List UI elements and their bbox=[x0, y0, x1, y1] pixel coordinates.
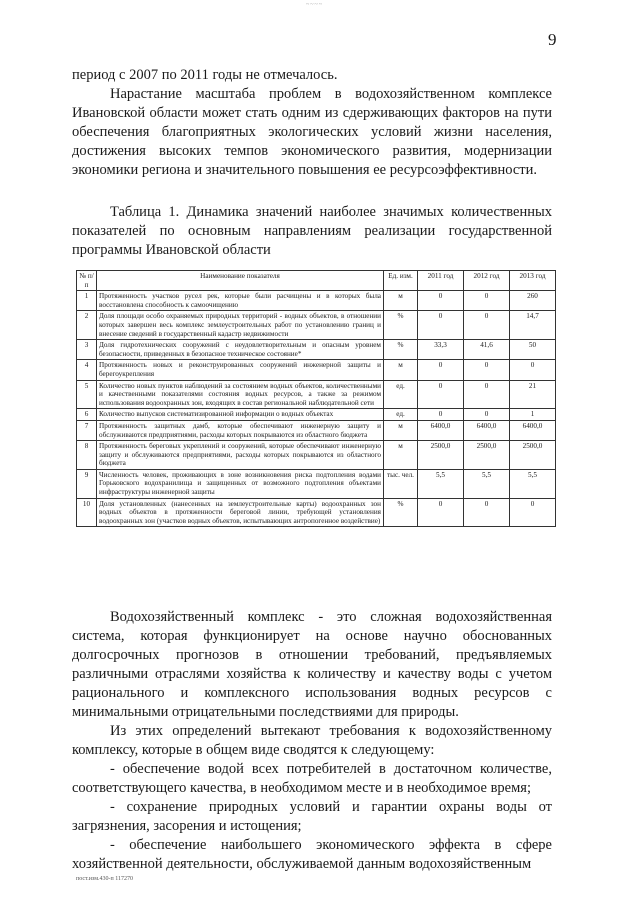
page-number: 9 bbox=[548, 30, 557, 49]
row-2011: 0 bbox=[418, 291, 464, 311]
row-2011: 2500,0 bbox=[418, 441, 464, 470]
row-2011: 0 bbox=[418, 360, 464, 380]
row-num: 2 bbox=[77, 311, 97, 340]
row-num: 1 bbox=[77, 291, 97, 311]
row-unit: ед. bbox=[384, 409, 418, 421]
row-2012: 0 bbox=[464, 380, 510, 409]
footer-note: пост.изм.430-п 117270 bbox=[76, 876, 133, 882]
requirements-intro: Из этих определений вытекают требования к водохозяйственному комплексу, которые в общем виде сводятся к следующему: bbox=[72, 723, 552, 758]
row-num: 4 bbox=[77, 360, 97, 380]
row-name: Протяженность новых и реконструированных сооружений инженерной защиты и берегоукрепления bbox=[97, 360, 384, 380]
after-table-block bbox=[72, 608, 552, 874]
row-2013: 2500,0 bbox=[510, 441, 556, 470]
row-2011: 0 bbox=[418, 409, 464, 421]
intro-line: период с 2007 по 2011 годы не отмечалось. bbox=[72, 67, 338, 83]
row-unit: м bbox=[384, 291, 418, 311]
table-caption: Таблица 1. Динамика значений наиболее значимых количественных показателей по основным направлениям реализации государственной программы Ивановской области bbox=[72, 204, 552, 258]
row-2012: 0 bbox=[464, 409, 510, 421]
row-2013: 14,7 bbox=[510, 311, 556, 340]
row-name: Протяженность защитных дамб, которые обеспечивают инженерную защиту и обслуживаются предприятиями, расходы которых покрываются из областного бюджета bbox=[97, 420, 384, 440]
row-2012: 0 bbox=[464, 291, 510, 311]
row-unit: % bbox=[384, 340, 418, 360]
row-num: 7 bbox=[77, 420, 97, 440]
table-row bbox=[77, 311, 556, 340]
table-row bbox=[77, 291, 556, 311]
table-row bbox=[77, 360, 556, 380]
row-2012: 0 bbox=[464, 498, 510, 527]
row-2013: 0 bbox=[510, 360, 556, 380]
row-2013: 21 bbox=[510, 380, 556, 409]
row-unit: м bbox=[384, 360, 418, 380]
row-2013: 0 bbox=[510, 498, 556, 527]
header-2012: 2012 год bbox=[464, 271, 510, 291]
table-row bbox=[77, 409, 556, 421]
header-unit: Ед. изм. bbox=[384, 271, 418, 291]
row-num: 3 bbox=[77, 340, 97, 360]
row-2011: 33,3 bbox=[418, 340, 464, 360]
row-2013: 260 bbox=[510, 291, 556, 311]
row-num: 8 bbox=[77, 441, 97, 470]
intro-paragraph: Нарастание масштаба проблем в водохозяйственном комплексе Ивановской области может стать одним из сдерживающих факторов на пути обеспечения благоприятных экологических условий жизни населения, достижения высоких темпов экономического развития, модернизации экономики региона и значительного повышения ее ресурсоэффективности. bbox=[72, 86, 552, 178]
table-caption-block bbox=[72, 203, 552, 260]
indicators-table bbox=[76, 270, 556, 527]
row-2011: 0 bbox=[418, 380, 464, 409]
requirement-item: - обеспечение наибольшего экономического эффекта в сфере хозяйственной деятельности, обслуживаемой данным водохозяйственным bbox=[72, 837, 552, 872]
row-2011: 0 bbox=[418, 311, 464, 340]
table-row bbox=[77, 498, 556, 527]
row-unit: тыс. чел. bbox=[384, 469, 418, 498]
row-2012: 2500,0 bbox=[464, 441, 510, 470]
row-name: Доля установленных (нанесенных на землеустроительные карты) водоохранных зон водных объектов в протяженности береговой линии, требующей установления водоохранных зон (участков водных объектов, испытывающих антропогенное воздействие) bbox=[97, 498, 384, 527]
row-unit: % bbox=[384, 311, 418, 340]
table-row bbox=[77, 441, 556, 470]
row-name: Количество новых пунктов наблюдений за состоянием водных объектов, количественными и качественными показателями состояния водных ресурсов, а также за режимом использования водоохранных зон, входящих в состав региональной наблюдательной сети bbox=[97, 380, 384, 409]
row-name: Количество выпусков систематизированной информации о водных объектах bbox=[97, 409, 384, 421]
row-unit: ед. bbox=[384, 380, 418, 409]
header-num: № п/п bbox=[77, 271, 97, 291]
top-margin-mark: ~~~~ bbox=[306, 2, 323, 8]
row-2011: 5,5 bbox=[418, 469, 464, 498]
requirement-item: - сохранение природных условий и гарантии охраны воды от загрязнения, засорения и истощения; bbox=[72, 799, 552, 834]
table-row bbox=[77, 469, 556, 498]
row-num: 5 bbox=[77, 380, 97, 409]
row-unit: м bbox=[384, 441, 418, 470]
row-2013: 5,5 bbox=[510, 469, 556, 498]
table-row bbox=[77, 380, 556, 409]
row-2013: 50 bbox=[510, 340, 556, 360]
row-name: Протяженность береговых укреплений и сооружений, которые обеспечивают инженерную защиту и обслуживаются предприятиями, расходы которых покрываются из областного бюджета bbox=[97, 441, 384, 470]
row-unit: % bbox=[384, 498, 418, 527]
requirement-item: - обеспечение водой всех потребителей в достаточном количестве, соответствующего качества, в необходимом месте и в необходимое время; bbox=[72, 761, 552, 796]
row-name: Доля гидротехнических сооружений с неудовлетворительным и опасным уровнем безопасности, приведенных в безопасное техническое состояние* bbox=[97, 340, 384, 360]
row-2013: 6400,0 bbox=[510, 420, 556, 440]
definition-paragraph: Водохозяйственный комплекс - это сложная водохозяйственная система, которая функционирует на основе научно обоснованных долгосрочных прогнозов в отношении требований, предъявляемых различными отраслями хозяйства к количеству и качеству воды с учетом рационального и комплексного использования водных ресурсов с минимальными отрицательными последствиями для природы. bbox=[72, 609, 552, 720]
row-2012: 0 bbox=[464, 311, 510, 340]
row-2012: 0 bbox=[464, 360, 510, 380]
row-num: 10 bbox=[77, 498, 97, 527]
table-row bbox=[77, 420, 556, 440]
table-header-row bbox=[77, 271, 556, 291]
table-row bbox=[77, 340, 556, 360]
row-unit: м bbox=[384, 420, 418, 440]
header-name: Наименование показателя bbox=[97, 271, 384, 291]
row-num: 9 bbox=[77, 469, 97, 498]
header-2013: 2013 год bbox=[510, 271, 556, 291]
row-2012: 5,5 bbox=[464, 469, 510, 498]
row-name: Численность человек, проживающих в зоне возникновения риска подтопления водами Горьковского водохранилища и защищенных от возможного подтопления объектами инфраструктуры инженерной защиты bbox=[97, 469, 384, 498]
row-2011: 0 bbox=[418, 498, 464, 527]
row-2011: 6400,0 bbox=[418, 420, 464, 440]
row-name: Доля площади особо охраняемых природных территорий - водных объектов, в отношении которых завершен весь комплекс землеустроительных работ по установлению границ и внесение сведений в государственный кадастр недвижимости bbox=[97, 311, 384, 340]
row-2012: 41,6 bbox=[464, 340, 510, 360]
row-2013: 1 bbox=[510, 409, 556, 421]
row-num: 6 bbox=[77, 409, 97, 421]
intro-block bbox=[72, 66, 552, 180]
row-name: Протяженность участков русел рек, которые были расчищены и в которых была восстановлена способность к самоочищению bbox=[97, 291, 384, 311]
row-2012: 6400,0 bbox=[464, 420, 510, 440]
header-2011: 2011 год bbox=[418, 271, 464, 291]
